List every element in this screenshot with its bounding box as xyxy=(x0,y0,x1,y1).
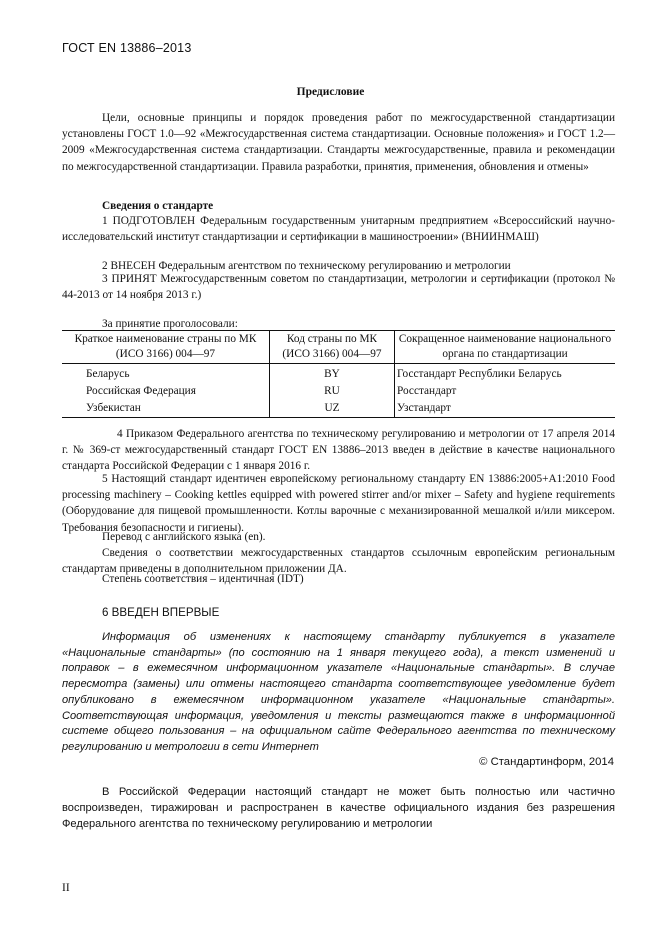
approval-table xyxy=(62,330,615,418)
degree-note: Степень соответствия – идентичная (IDT) xyxy=(102,573,304,585)
cell-body: Госстандарт Республики Беларусь xyxy=(395,364,616,384)
info-item-2: 2 ВНЕСЕН Федеральным агентством по техническому регулированию и метрологии xyxy=(102,260,511,272)
cell-code: UZ xyxy=(270,400,395,418)
page-title: Предисловие xyxy=(296,86,365,98)
cell-body: Узстандарт xyxy=(395,400,616,418)
changes-notice: Информация об изменениях к настоящему стандарту публикуется в указателе «Национальные стандарты» (по состоянию на 1 января текущего года), а текст изменений и поправок – в ежемесячном информационном указателе «Национальные стандарты». В случае пересмотра (замены) или отмены настоящего стандарта соответствующее уведомление будет опубликовано в ежемесячном информационном указателе «Национальные стандарты». Соответствующая информация, уведомления и тексты размещаются также в информационной системе общего пользования – на официальном сайте Федерального агентства по техническому регулированию и метрологии в сети Интернет xyxy=(62,631,615,753)
cell-body: Росстандарт xyxy=(395,383,616,400)
table-row xyxy=(62,383,615,400)
header-code: Код страны по МК (ИСО 3166) 004—97 xyxy=(270,331,395,364)
table-header-row xyxy=(62,331,615,364)
copyright: © Стандартинформ, 2014 xyxy=(479,756,614,768)
cell-country: Узбекистан xyxy=(62,400,270,418)
intro-paragraph: Цели, основные принципы и порядок проведения работ по межгосударственной стандартизации установлены ГОСТ 1.0—92 «Межгосударственная система стандартизации. Основные положения» и ГОСТ 1.2—2009 «Межгосударственная система стандартизации. Стандарты межгосударственные, правила и рекомендации по межгосударственной стандартизации. Правила разработки, принятия, применения, обновления и отмены» xyxy=(62,112,615,173)
translation-note: Перевод с английского языка (en). xyxy=(102,531,266,543)
legal-notice: В Российской Федерации настоящий стандарт не может быть полностью или частично воспроизведен, тиражирован и распространен в качестве официального издания без разрешения Федерального агентства по техническому регулированию и метрологии xyxy=(62,786,615,830)
cell-code: BY xyxy=(270,364,395,384)
table-row xyxy=(62,400,615,418)
info-heading: Сведения о стандарте xyxy=(102,200,214,212)
header-body: Сокращенное наименование национального органа по стандартизации xyxy=(395,331,616,364)
info-item-4: 4 Приказом Федерального агентства по техническому регулированию и метрологии от 17 апреля 2014 г. № 369-ст межгосударственный стандарт ГОСТ EN 13886–2013 введен в действие в качестве национального стандарта Российской Федерации с 1 января 2016 г. xyxy=(62,428,615,473)
info-item-1: 1 ПОДГОТОВЛЕН Федеральным государственным унитарным предприятием «Всероссийский научно-исследовательский институт стандартизации и сертификации в машиностроении» (ВНИИНМАШ) xyxy=(62,215,615,244)
info-item-6: 6 ВВЕДЕН ВПЕРВЫЕ xyxy=(102,606,220,619)
table-row xyxy=(62,364,615,384)
header-country: Краткое наименование страны по МК (ИСО 3166) 004—97 xyxy=(62,331,270,364)
cell-code: RU xyxy=(270,383,395,400)
cell-country: Беларусь xyxy=(62,364,270,384)
info-item-3: 3 ПРИНЯТ Межгосударственным советом по стандартизации, метрологии и сертификации (протокол № 44-2013 от 14 ноября 2013 г.) xyxy=(62,273,615,302)
cell-country: Российская Федерация xyxy=(62,383,270,400)
voted-label: За принятие проголосовали: xyxy=(102,318,238,330)
document-code: ГОСТ EN 13886–2013 xyxy=(62,41,192,55)
correspondence-note: Сведения о соответствии межгосударственных стандартов ссылочным европейским региональным стандартам приведены в дополнительном приложении ДА. xyxy=(62,547,615,576)
info-item-5: 5 Настоящий стандарт идентичен европейскому региональному стандарту EN 13886:2005+A1:2010 Food processing machinery – Cooking kettles equipped with powered stirrer and/or mixer – Safety and hygiene requirements (Оборудование для пищевой промышленности. Котлы варочные с механизированной мешалкой и/или миксером. Требования безопасности и гигиены). xyxy=(62,473,615,534)
page-number: II xyxy=(62,882,70,894)
